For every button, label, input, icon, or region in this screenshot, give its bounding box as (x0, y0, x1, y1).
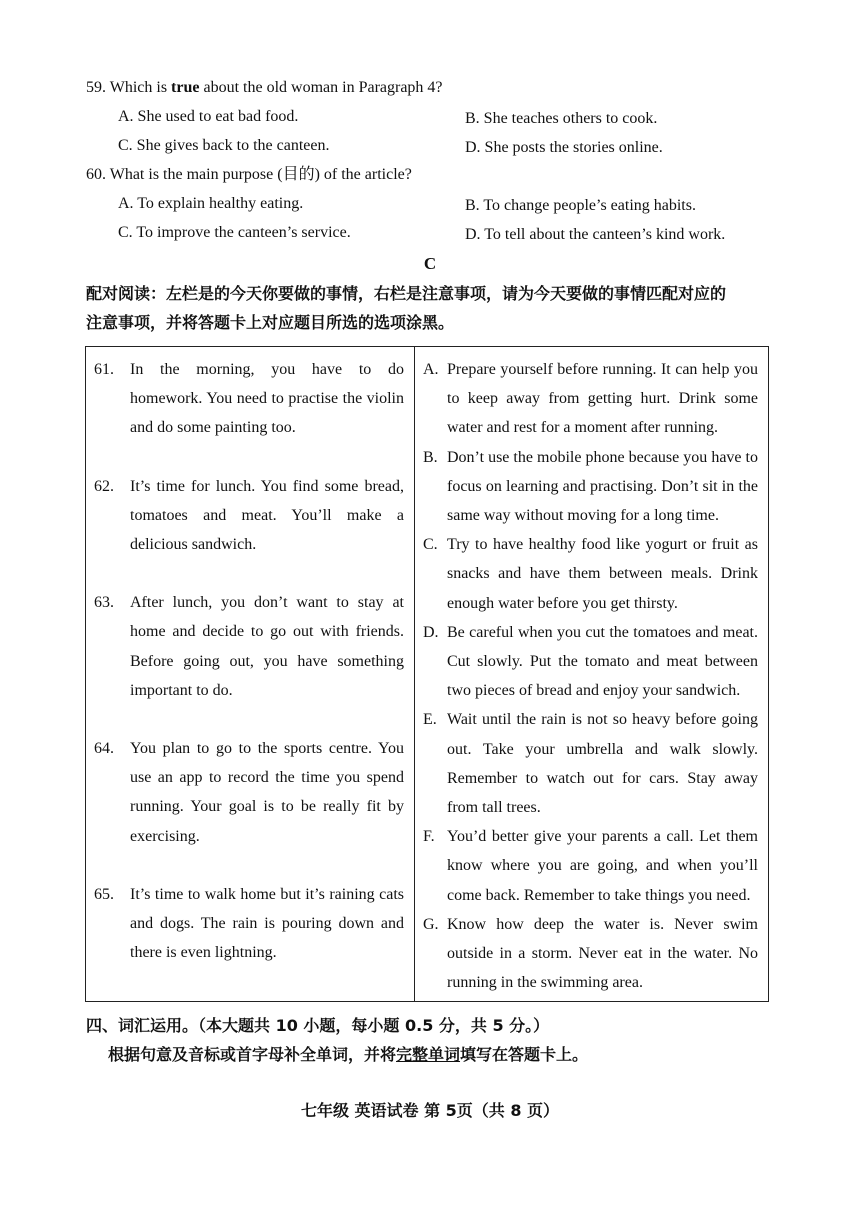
option-60-c: C. To improve the canteen’s service. (118, 224, 351, 241)
left-column (86, 347, 415, 1002)
right-item-d (423, 618, 758, 706)
left-item-65 (94, 880, 404, 968)
question-text-after: about the old woman in Paragraph 4? (199, 79, 443, 96)
question-text-before: Which is (109, 79, 172, 96)
item-number: 64. (94, 740, 114, 758)
item-number: 65. (94, 885, 114, 903)
matching-table (85, 346, 769, 1002)
item-text: After lunch, you don’t want to stay at home and decide to go out with friends. Before going out, you have something important to do. (130, 594, 404, 699)
section-c-instructions-1: 配对阅读：左栏是的今天你要做的事情，右栏是注意事项，请为今天要做的事情匹配对应的 (86, 284, 727, 303)
question-59 (86, 78, 443, 98)
option-59-b: B. She teaches others to cook. (465, 110, 658, 127)
item-letter: C. (423, 536, 438, 554)
item-text: Wait until the rain is not so heavy before going out. Take your umbrella and walk slowly. Remember to watch out for cars. Stay away from tall trees. (447, 711, 758, 817)
right-item-e (423, 705, 758, 822)
item-letter: G. (423, 915, 439, 933)
right-item-a (423, 355, 758, 443)
item-text: Try to have healthy food like yogurt or fruit as snacks and have them between meals. Drink enough water before you get thirsty. (447, 536, 758, 612)
item-text: You’d better give your parents a call. Let them know where you are going, and when you’ll come back. Remember to take things you need. (447, 828, 758, 904)
right-item-f (423, 822, 758, 910)
item-number: 63. (94, 594, 114, 612)
left-item-63 (94, 588, 404, 705)
question-text-bold: true (171, 79, 200, 96)
option-59-a: A. She used to eat bad food. (118, 108, 299, 125)
instructions-after: 填写在答题卡上。 (460, 1045, 589, 1064)
option-60-d: D. To tell about the canteen’s kind work. (465, 226, 726, 243)
question-60 (86, 165, 412, 185)
option-60-a: A. To explain healthy eating. (118, 195, 304, 212)
right-item-c (423, 530, 758, 618)
item-number: 62. (94, 477, 114, 495)
item-text: Don’t use the mobile phone because you have to focus on learning and practising. Don’t sit in the same way without moving for a long time. (447, 448, 758, 525)
item-text: Be careful when you cut the tomatoes and meat. Cut slowly. Put the tomato and meat between two pieces of bread and enjoy your sandwich. (447, 623, 758, 700)
item-text: It’s time to walk home but it’s raining cats and dogs. The rain is pouring down and there is even lightning. (130, 885, 404, 962)
item-letter: F. (423, 828, 435, 846)
section-4-instructions (108, 1042, 588, 1065)
item-letter: B. (423, 448, 438, 466)
section-c-label: C (423, 254, 437, 273)
item-text: You plan to go to the sports centre. You use an app to record the time you spend running. Your goal is to be really fit by exercising. (130, 740, 404, 845)
item-letter: E. (423, 711, 437, 729)
section-c-instructions-2: 注意事项，并将答题卡上对应题目所选的选项涂黑。 (86, 313, 455, 332)
item-number: 61. (94, 361, 114, 378)
section-4-heading: 四、词汇运用。（本大题共 10 小题，每小题 0.5 分，共 5 分。） (86, 1016, 550, 1035)
page-footer: 七年级 英语试卷 第 5页（共 8 页） (300, 1101, 560, 1120)
question-number: 60. (86, 166, 106, 183)
item-text: In the morning, you have to do homework. You need to practise the violin and do some painting too. (130, 361, 404, 437)
left-item-64 (94, 734, 404, 851)
item-text: It’s time for lunch. You find some bread, tomatoes and meat. You’ll make a delicious sandwich. (130, 477, 404, 554)
option-59-d: D. She posts the stories online. (465, 139, 663, 156)
question-text: What is the main purpose (目的) of the article? (109, 166, 412, 183)
option-59-c: C. She gives back to the canteen. (118, 137, 330, 154)
right-item-g (423, 910, 758, 998)
instructions-underlined: 完整单词 (396, 1045, 461, 1064)
item-text: Know how deep the water is. Never swim outside in a storm. Never eat in the water. No running in the swimming area. (447, 915, 758, 992)
option-60-b: B. To change people’s eating habits. (465, 197, 696, 214)
item-letter: D. (423, 623, 439, 641)
right-column (415, 347, 769, 1002)
instructions-before: 根据句意及音标或首字母补全单词，并将 (108, 1045, 397, 1064)
item-letter: A. (423, 361, 439, 378)
right-item-b (423, 443, 758, 531)
left-item-62 (94, 472, 404, 560)
item-text: Prepare yourself before running. It can help you to keep away from getting hurt. Drink some water and rest for a moment after running. (447, 361, 758, 437)
question-number: 59. (86, 79, 106, 96)
left-item-61 (94, 355, 404, 443)
